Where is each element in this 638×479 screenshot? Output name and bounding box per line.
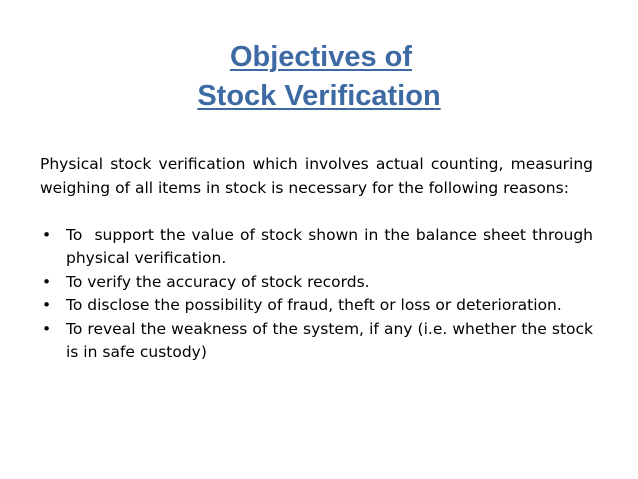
bullet-icon: • <box>42 272 52 291</box>
list-item <box>40 224 608 271</box>
list-item-text: To reveal the weakness of the system, if any (i.e. whether the stock is in safe custody) <box>66 319 593 361</box>
bullet-icon: • <box>42 296 52 314</box>
slide-body <box>40 153 608 365</box>
list-item <box>40 294 593 318</box>
list-item-text: To verify the accuracy of stock records. <box>66 272 370 291</box>
list-item-text: To support the value of stock shown in the balance sheet through physical verification. <box>66 225 608 267</box>
slide-title-line-1: Objectives of <box>229 41 413 73</box>
slide-title <box>0 38 638 116</box>
list-item <box>40 318 593 365</box>
intro-paragraph: Physical stock verification which involves actual counting, measuring weighing of all items in stock is necessary for the following reasons: <box>40 155 593 197</box>
bullet-icon: • <box>42 319 52 338</box>
bullet-icon: • <box>42 225 52 244</box>
reasons-list <box>40 224 608 365</box>
list-item-text: To disclose the possibility of fraud, theft or loss or deterioration. <box>66 296 562 314</box>
list-item <box>40 271 593 295</box>
slide-title-line-2: Stock Verification <box>197 80 441 112</box>
